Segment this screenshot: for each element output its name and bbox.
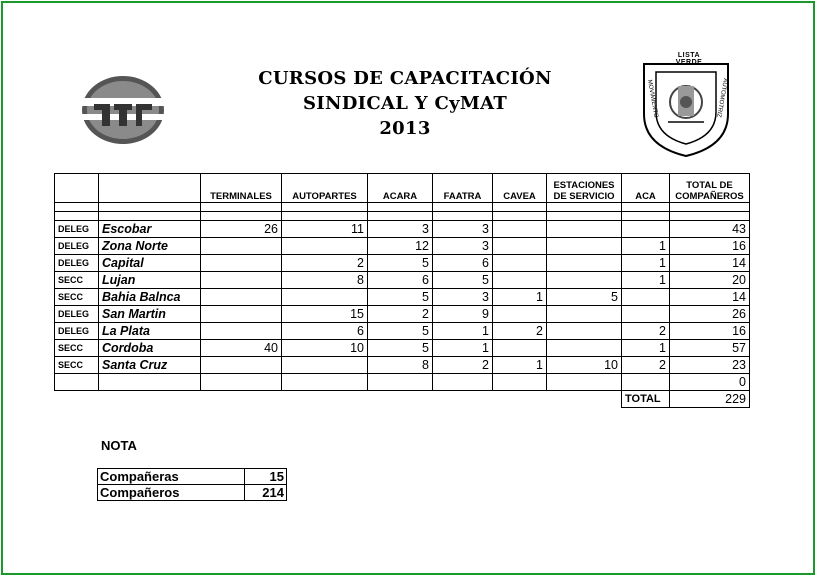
svg-text:MOVIMIENTO: MOVIMIENTO — [646, 79, 659, 119]
nota-item-value: 214 — [245, 485, 287, 501]
row-value-cell: 5 — [433, 272, 493, 289]
row-value-cell: 2 — [368, 306, 433, 323]
header-cell — [99, 174, 201, 203]
row-value-cell — [622, 306, 670, 323]
row-name-cell — [99, 374, 201, 391]
nota-table — [97, 468, 287, 501]
row-value-cell — [493, 255, 547, 272]
row-value-cell: 8 — [368, 357, 433, 374]
row-value-cell: 11 — [282, 221, 368, 238]
row-value-cell — [622, 374, 670, 391]
table-row — [55, 255, 750, 272]
row-value-cell — [547, 238, 622, 255]
row-type-cell: SECC — [55, 289, 99, 306]
row-value-cell: 14 — [670, 255, 750, 272]
row-name-cell: Santa Cruz — [99, 357, 201, 374]
spacer-row — [55, 203, 750, 212]
row-value-cell: 0 — [670, 374, 750, 391]
header-cell: TOTAL DE COMPAÑEROS — [670, 174, 750, 203]
row-value-cell: 9 — [433, 306, 493, 323]
row-value-cell — [622, 221, 670, 238]
table-row — [55, 323, 750, 340]
row-value-cell: 5 — [368, 289, 433, 306]
row-type-cell: DELEG — [55, 221, 99, 238]
row-type-cell: DELEG — [55, 306, 99, 323]
row-value-cell: 43 — [670, 221, 750, 238]
row-value-cell: 1 — [433, 323, 493, 340]
row-value-cell: 5 — [547, 289, 622, 306]
total-value: 229 — [670, 391, 750, 408]
row-value-cell: 2 — [282, 255, 368, 272]
row-value-cell — [622, 289, 670, 306]
row-value-cell — [547, 221, 622, 238]
table-row — [55, 340, 750, 357]
table-row — [55, 272, 750, 289]
row-value-cell: 40 — [201, 340, 282, 357]
row-name-cell: Zona Norte — [99, 238, 201, 255]
header-cell: ACARA — [368, 174, 433, 203]
row-value-cell: 1 — [493, 357, 547, 374]
row-value-cell — [282, 357, 368, 374]
row-value-cell — [493, 340, 547, 357]
row-value-cell: 1 — [433, 340, 493, 357]
nota-item-label: Compañeras — [98, 469, 245, 485]
row-value-cell: 6 — [368, 272, 433, 289]
row-value-cell — [547, 340, 622, 357]
row-value-cell: 2 — [493, 323, 547, 340]
row-value-cell: 20 — [670, 272, 750, 289]
row-value-cell: 6 — [433, 255, 493, 272]
row-value-cell: 2 — [433, 357, 493, 374]
row-value-cell: 5 — [368, 323, 433, 340]
row-value-cell: 1 — [622, 255, 670, 272]
row-value-cell — [547, 374, 622, 391]
row-value-cell — [282, 289, 368, 306]
row-value-cell — [282, 374, 368, 391]
table-row — [55, 221, 750, 238]
row-name-cell: Capital — [99, 255, 201, 272]
row-value-cell: 23 — [670, 357, 750, 374]
title-line-3: 2013 — [379, 118, 431, 139]
row-name-cell: La Plata — [99, 323, 201, 340]
spacer-row — [55, 212, 750, 221]
row-value-cell: 15 — [282, 306, 368, 323]
row-value-cell: 3 — [368, 221, 433, 238]
row-value-cell: 2 — [622, 323, 670, 340]
row-value-cell — [201, 357, 282, 374]
row-value-cell: 10 — [282, 340, 368, 357]
header-cell: AUTOPARTES — [282, 174, 368, 203]
title-line-1: CURSOS DE CAPACITACIÓN — [258, 68, 552, 89]
row-value-cell: 16 — [670, 238, 750, 255]
row-value-cell — [368, 374, 433, 391]
header-cell: ACA — [622, 174, 670, 203]
row-value-cell — [201, 323, 282, 340]
row-value-cell — [493, 272, 547, 289]
row-value-cell: 3 — [433, 221, 493, 238]
row-value-cell — [201, 272, 282, 289]
row-value-cell: 10 — [547, 357, 622, 374]
row-value-cell: 8 — [282, 272, 368, 289]
nota-label: NOTA — [101, 438, 137, 453]
row-value-cell — [547, 272, 622, 289]
row-value-cell — [547, 255, 622, 272]
row-value-cell: 5 — [368, 340, 433, 357]
row-value-cell — [201, 289, 282, 306]
row-value-cell — [201, 255, 282, 272]
header-cell — [55, 174, 99, 203]
nota-item-label: Compañeros — [98, 485, 245, 501]
table-body — [55, 221, 750, 391]
row-type-cell: SECC — [55, 340, 99, 357]
courses-table — [54, 173, 750, 408]
lista-verde-label: LISTA VERDE — [675, 52, 703, 66]
svg-text:AUTOMOTRIZ: AUTOMOTRIZ — [715, 77, 728, 118]
row-value-cell — [493, 306, 547, 323]
row-value-cell: 57 — [670, 340, 750, 357]
row-name-cell: Cordoba — [99, 340, 201, 357]
row-value-cell: 2 — [622, 357, 670, 374]
row-type-cell — [55, 374, 99, 391]
row-type-cell: SECC — [55, 357, 99, 374]
table-row — [55, 306, 750, 323]
row-value-cell — [547, 306, 622, 323]
header-cell: CAVEA — [493, 174, 547, 203]
row-value-cell: 16 — [670, 323, 750, 340]
row-name-cell: San Martin — [99, 306, 201, 323]
row-value-cell: 1 — [622, 272, 670, 289]
row-value-cell: 1 — [622, 238, 670, 255]
row-name-cell: Escobar — [99, 221, 201, 238]
row-value-cell: 6 — [282, 323, 368, 340]
nota-item-value: 15 — [245, 469, 287, 485]
row-value-cell — [282, 238, 368, 255]
row-value-cell: 1 — [493, 289, 547, 306]
row-name-cell: Lujan — [99, 272, 201, 289]
row-value-cell — [493, 238, 547, 255]
row-type-cell: DELEG — [55, 238, 99, 255]
row-value-cell: 12 — [368, 238, 433, 255]
row-type-cell: DELEG — [55, 323, 99, 340]
row-value-cell — [493, 221, 547, 238]
row-name-cell: Bahia Balnca — [99, 289, 201, 306]
row-value-cell — [201, 374, 282, 391]
header-cell: TERMINALES — [201, 174, 282, 203]
header-cell: ESTACIONES DE SERVICIO — [547, 174, 622, 203]
table-header-row — [55, 174, 750, 203]
row-value-cell: 3 — [433, 289, 493, 306]
row-value-cell: 26 — [670, 306, 750, 323]
nota-row — [98, 485, 287, 501]
row-value-cell — [433, 374, 493, 391]
title-line-2: SINDICAL Y CyMAT — [302, 93, 508, 114]
row-value-cell — [493, 374, 547, 391]
row-value-cell — [201, 238, 282, 255]
row-value-cell: 3 — [433, 238, 493, 255]
page-title — [220, 66, 590, 141]
row-type-cell: SECC — [55, 272, 99, 289]
table-row — [55, 357, 750, 374]
table-row — [55, 289, 750, 306]
row-value-cell: 5 — [368, 255, 433, 272]
row-value-cell — [201, 306, 282, 323]
header-cell: FAATRA — [433, 174, 493, 203]
row-value-cell — [547, 323, 622, 340]
row-value-cell: 1 — [622, 340, 670, 357]
total-row — [55, 391, 750, 408]
table-row — [55, 374, 750, 391]
row-type-cell: DELEG — [55, 255, 99, 272]
row-value-cell: 26 — [201, 221, 282, 238]
nota-row — [98, 469, 287, 485]
table-row — [55, 238, 750, 255]
row-value-cell: 14 — [670, 289, 750, 306]
lista-verde-shield-icon — [638, 50, 734, 158]
total-label: TOTAL — [622, 391, 670, 408]
union-logo-icon — [80, 74, 166, 146]
